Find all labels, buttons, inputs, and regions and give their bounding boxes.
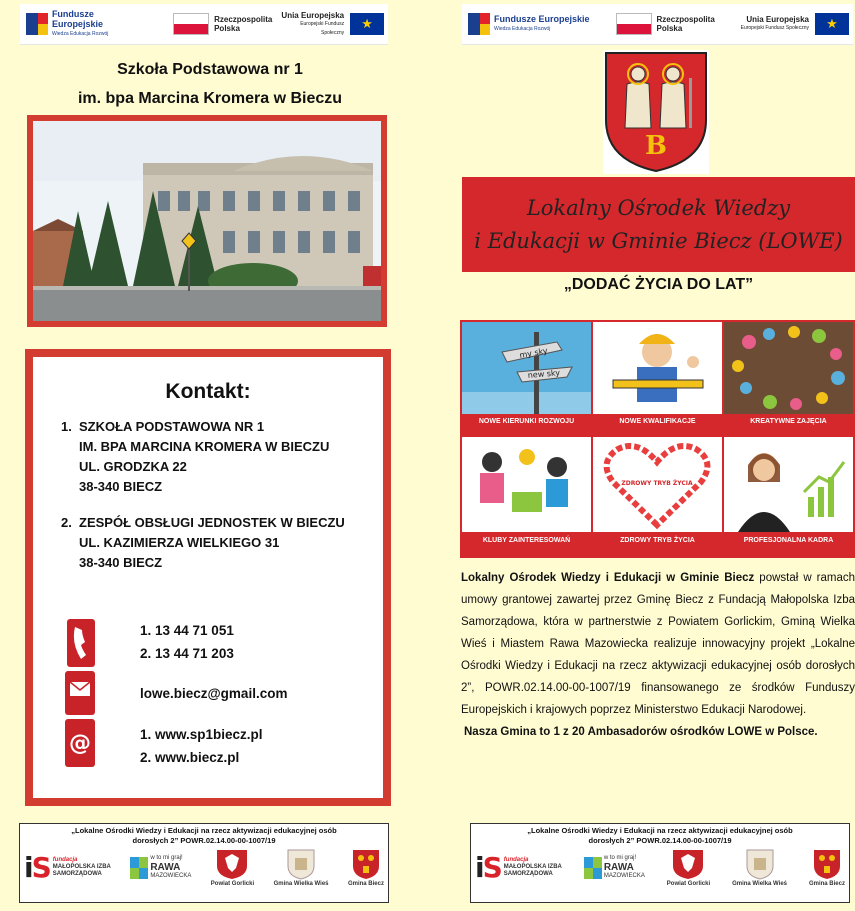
phone-list [140, 619, 234, 665]
powiat-gorlicki-logo-right [667, 848, 710, 887]
rawa-slogan-right: w to mi graj! [603, 855, 637, 861]
project-caption-right-line1: „Lokalne Ośrodki Wiedzy i Edukacji na rzecz aktywizacji edukacyjnej osób [527, 826, 793, 835]
tile-label-3: KREATYWNE ZAJĘCIA [750, 418, 827, 425]
school-title [10, 55, 410, 113]
contact-inner [33, 357, 383, 798]
mis-name2: SAMORZĄDOWA [52, 871, 102, 877]
polish-flag-icon [173, 13, 209, 35]
address-2-number: 2. [61, 515, 72, 530]
gmina-wielka-wies-logo-right [732, 848, 787, 887]
fe-title-right: Fundusze Europejskie [494, 14, 590, 24]
address-1-line1: SZKOŁA PODSTAWOWA NR 1 [79, 419, 265, 434]
rawa-slogan: w to mi graj! [150, 855, 183, 861]
mis-fundacja: fundacja [52, 857, 78, 863]
gmina-wielka-wies-logo [274, 848, 329, 887]
email-address: lowe.biecz@gmail.com [140, 686, 288, 701]
tile-label-5: ZDROWY TRYB ŻYCIA [620, 537, 695, 544]
address-1-line2: IM. BPA MARCINA KROMERA W BIECZU [79, 439, 330, 454]
rawa-name: RAWA [150, 862, 181, 873]
crest1-label: Powiat Gorlicki [210, 881, 255, 887]
contact-box [25, 349, 391, 806]
rp-title-right: Rzeczpospolita Polska [656, 15, 715, 33]
rawa-sub-right: MAZOWIECKA [603, 873, 645, 879]
powiat-gorlicki-logo [211, 848, 254, 887]
contact-icons [63, 619, 103, 769]
biecz-coat-of-arms [603, 50, 709, 174]
project-caption-line1: „Lokalne Ośrodki Wiedzy i Edukacji na rzecz aktywizacji edukacyjnej osób [71, 826, 337, 835]
phone-2: 2. 13 44 71 203 [140, 646, 234, 661]
fe-star-icon [26, 13, 48, 35]
rp-title: Rzeczpospolita Polska [214, 15, 273, 33]
biecz-crest-icon [812, 848, 842, 880]
mail-icon [65, 671, 95, 715]
heart-text: ZDROWY TRYB ŻYCIA [621, 480, 693, 487]
mis-name1: MAŁOPOLSKA IZBA [52, 864, 111, 870]
project-caption [20, 826, 388, 846]
address-1 [61, 417, 329, 497]
website-1: 1. www.sp1biecz.pl [140, 727, 263, 742]
eu-flag-icon: ★ [815, 13, 849, 35]
lowe-banner [462, 177, 855, 272]
project-partners-box-right [470, 823, 850, 903]
eagle-crest-icon [671, 848, 705, 880]
wielka-wies-crest-icon [745, 848, 775, 880]
tile-interest-clubs [462, 437, 591, 555]
puzzle-icon [130, 855, 148, 881]
tile-label-4: KLUBY ZAINTERESOWAŃ [482, 537, 571, 544]
crest1-label-right: Powiat Gorlicki [666, 881, 711, 887]
coat-letter-b: B [645, 131, 667, 161]
eu-flag-icon: ★ [350, 13, 384, 35]
puzzle-icon [584, 855, 602, 881]
eagle-crest-icon [215, 848, 249, 880]
tile-new-qualifications [593, 322, 722, 435]
fe-subtitle: Wiedza Edukacja Rozwój [51, 31, 109, 37]
wielka-wies-crest-icon [286, 848, 316, 880]
partner-logos [20, 846, 388, 887]
address-2-line2: UL. KAZIMIERZA WIELKIEGO 31 [79, 535, 280, 550]
sign-new-sky: new sky [527, 368, 561, 380]
mis-fundacja-right: fundacja [503, 857, 529, 863]
ue-label-right [741, 15, 809, 33]
ue-subtitle-right: Europejski Fundusz Społeczny [740, 25, 809, 31]
professional-image [724, 437, 853, 532]
svg-text:@: @ [69, 731, 91, 756]
funding-logo-bar [20, 4, 388, 45]
description-body: powstał w ramach umowy grantowej zawartej przez Gminę Biecz z Fundacją Małopolska Izba Samorządowa, która w partnerstwie z Powiatem Gorlickim, Gminą Wielka Wieś i Miastem Rawa Mazowiecka realizuje innowacyjny projekt „Lokalne Ośrodki Wiedzy i Edukacji na rzecz aktywizacji edukacyjnej osób dorosłych 2”, POWR.02.14.00-00-1007/19 finansowanego ze środków Funduszy Europejskich i krajowych poprzez Ministerstwo Edukacji Narodowej. [461, 572, 855, 716]
mis-name1-right: MAŁOPOLSKA IZBA [503, 864, 562, 870]
school-photo-frame [27, 115, 387, 327]
tile-label-1: NOWE KIERUNKI ROZWOJU [478, 418, 575, 425]
project-caption-right-line2: dorosłych 2” POWR.02.14.00-00-1007/19 [588, 836, 732, 845]
mis-name2-right: SAMORZĄDOWA [503, 871, 553, 877]
project-caption-line2: dorosłych 2” POWR.02.14.00-00-1007/19 [132, 836, 276, 845]
tile-professional-staff [724, 437, 853, 555]
sewing-items-image [724, 322, 853, 414]
biecz-crest-icon [351, 848, 381, 880]
fe-star-icon [468, 13, 490, 35]
healthy-heart-image [593, 437, 722, 532]
lowe-banner-line2: i Edukacji w Gminie Biecz (LOWE) [474, 228, 843, 253]
tile-healthy-lifestyle [593, 437, 722, 555]
rawa-logo-right [584, 854, 645, 881]
sign-my-sky: my sky [518, 346, 549, 360]
address-2 [61, 513, 345, 573]
mis-logo [24, 851, 111, 884]
activity-grid [460, 320, 855, 558]
mis-is-icon: iS [24, 851, 50, 884]
address-2-line3: 38-340 BIECZ [79, 555, 163, 570]
ue-subtitle: Europejski Fundusz Społeczny [300, 20, 345, 36]
address-1-number: 1. [61, 419, 72, 434]
email-line [140, 682, 287, 705]
fundusze-europejskie-logo-right [468, 13, 590, 35]
crest2-label: Gmina Wielka Wieś [273, 881, 329, 887]
website-2: 2. www.biecz.pl [140, 750, 240, 765]
rawa-logo [130, 854, 191, 881]
rawa-name-right: RAWA [603, 862, 634, 873]
gmina-biecz-logo [348, 848, 384, 887]
school-title-line1: Szkoła Podstawowa nr 1 [117, 61, 303, 78]
address-2-line1: ZESPÓŁ OBSŁUGI JEDNOSTEK W BIECZU [79, 515, 345, 530]
mis-logo-right [475, 851, 562, 884]
tile-label-2: NOWE KWALIFIKACJE [619, 418, 696, 425]
crest3-label-right: Gmina Biecz [808, 881, 845, 887]
fundusze-europejskie-logo [26, 9, 147, 39]
description-ambassador [461, 721, 855, 743]
tile-new-directions [462, 322, 591, 435]
crest3-label: Gmina Biecz [347, 881, 384, 887]
school-building-photo [33, 121, 381, 321]
crest2-label-right: Gmina Wielka Wieś [732, 881, 787, 887]
right-panel [430, 0, 855, 911]
phone-1: 1. 13 44 71 051 [140, 623, 234, 638]
clubs-image [462, 437, 591, 532]
partner-logos-right [471, 846, 849, 887]
funding-logo-bar-right [462, 4, 853, 45]
project-caption-right [471, 826, 849, 846]
ue-title: Unia Europejska [281, 10, 345, 20]
signpost-image [462, 322, 591, 414]
description-lead: Lokalny Ośrodek Wiedzy i Edukacji w Gminie Biecz [461, 572, 755, 584]
worker-image [593, 322, 722, 414]
slogan: „DODAĆ ŻYCIA DO LAT” [563, 276, 754, 293]
phone-icon [67, 619, 95, 667]
fe-title: Fundusze Europejskie [51, 9, 103, 29]
rawa-sub: MAZOWIECKA [150, 873, 192, 879]
ue-title-right: Unia Europejska [746, 15, 809, 24]
tile-label-6: PROFESJONALNA KADRA [743, 537, 834, 544]
tile-creative-classes [724, 322, 853, 435]
contact-title: Kontakt: [165, 380, 251, 403]
gmina-biecz-logo-right [809, 848, 845, 887]
ue-label [276, 11, 344, 38]
website-list [140, 723, 263, 769]
address-1-line4: 38-340 BIECZ [79, 479, 163, 494]
description-ambassador-text: Nasza Gmina to 1 z 20 Ambasadorów ośrodków LOWE w Polsce. [464, 726, 818, 738]
fe-subtitle-right: Wiedza Edukacja Rozwój [494, 26, 551, 32]
description [461, 567, 855, 743]
polish-flag-icon [616, 13, 652, 35]
address-1-line3: UL. GRODZKA 22 [79, 459, 187, 474]
school-title-line2: im. bpa Marcina Kromera w Bieczu [77, 90, 343, 107]
project-partners-box-left [19, 823, 389, 903]
mis-is-icon: iS [475, 851, 501, 884]
lowe-banner-line1: Lokalny Ośrodek Wiedzy [526, 195, 791, 220]
at-sign-icon [65, 719, 95, 767]
